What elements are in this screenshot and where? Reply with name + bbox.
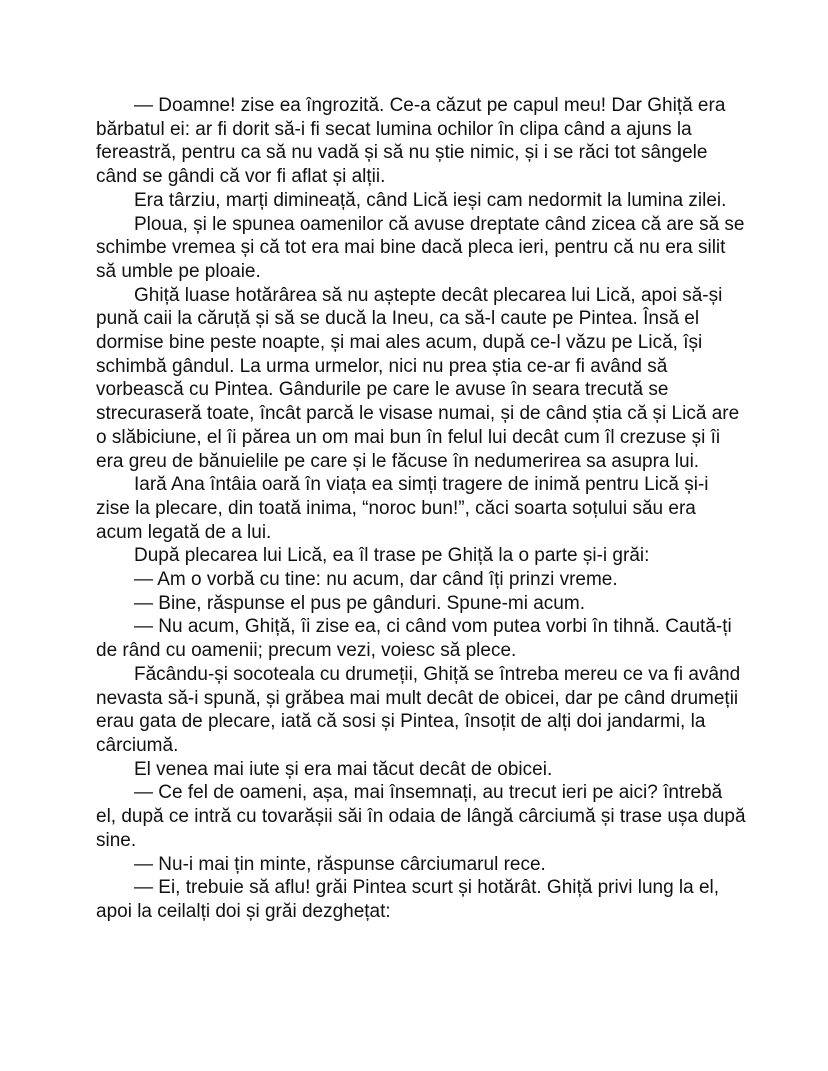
paragraph: Iară Ana întâia oară în viața ea simți tragere de inimă pentru Lică și-i zise la plecare, din toată inima, “noroc bun!”, căci soarta soțului său era acum legată de a lui. xyxy=(96,474,709,543)
paragraph: După plecarea lui Lică, ea îl trase pe Ghiță la o parte și-i grăi: xyxy=(134,545,650,567)
paragraph: Făcându-și socoteala cu drumeții, Ghiță se întreba mereu ce va fi având nevasta să-i spună, și grăbea mai mult decât de obicei, dar pe când drumeții erau gata de plecare, iată că sosi și Pintea, însoțit de alți doi jandarmi, la cârciumă. xyxy=(96,663,741,756)
document-page xyxy=(96,94,746,924)
paragraph: — Am o vorbă cu tine: nu acum, dar când îți prinzi vreme. xyxy=(134,569,618,591)
paragraph: — Doamne! zise ea îngrozită. Ce-a căzut pe capul meu! Dar Ghiță era bărbatul ei: ar fi dorit să-i fi secat lumina ochilor în clipa când a ajuns la fereastră, pentru ca să nu vadă și să nu știe nimic, și i se răci tot sângele când se gândi că vor fi aflat și alții. xyxy=(96,95,726,188)
paragraph: — Bine, răspunse el pus pe gânduri. Spune-mi acum. xyxy=(134,592,585,614)
paragraph: Ghiță luase hotărârea să nu aștepte decât plecarea lui Lică, apoi să-și pună caii la căruță și să se ducă la Ineu, ca să-l caute pe Pintea. Însă el dormise bine peste noapte, și mai ales acum, după ce-l văzu pe Lică, își schimbă gândul. La urma urmelor, nici nu prea știa ce-ar fi având să vorbească cu Pintea. Gândurile pe care le avuse în seara trecută se strecuraseră toate, încât parcă le visase numai, și de când știa că și Lică are o slăbiciune, el îi părea un om mai bun în felul lui decât cum îl crezuse și îi era greu de bănuielile pe care și le făcuse în nedumerirea sa asupra lui. xyxy=(96,284,740,472)
paragraph: — Nu-i mai țin minte, răspunse cârciumarul rece. xyxy=(134,853,546,875)
paragraph: — Ei, trebuie să aflu! grăi Pintea scurt și hotărât. Ghiță privi lung la el, apoi la ceilalți doi și grăi dezghețat: xyxy=(96,877,720,922)
paragraph: — Nu acum, Ghiță, îi zise ea, ci când vom putea vorbi în tihnă. Caută-ți de rând cu oamenii; precum vezi, voiesc să plece. xyxy=(96,616,732,662)
paragraph: Ploua, și le spunea oamenilor că avuse dreptate când zicea că are să se schimbe vremea și că tot era mai bine dacă pleca ieri, pentru că nu era silit să umble pe ploaie. xyxy=(96,213,745,282)
paragraph: El venea mai iute și era mai tăcut decât de obicei. xyxy=(134,758,553,780)
paragraph: Era târziu, marți dimineață, când Lică ieși cam nedormit la lumina zilei. xyxy=(134,189,727,211)
paragraph: — Ce fel de oameni, așa, mai însemnați, au trecut ieri pe aici? întrebă el, după ce intră cu tovarășii săi în odaia de lângă cârciumă și trase ușa după sine. xyxy=(96,782,746,851)
